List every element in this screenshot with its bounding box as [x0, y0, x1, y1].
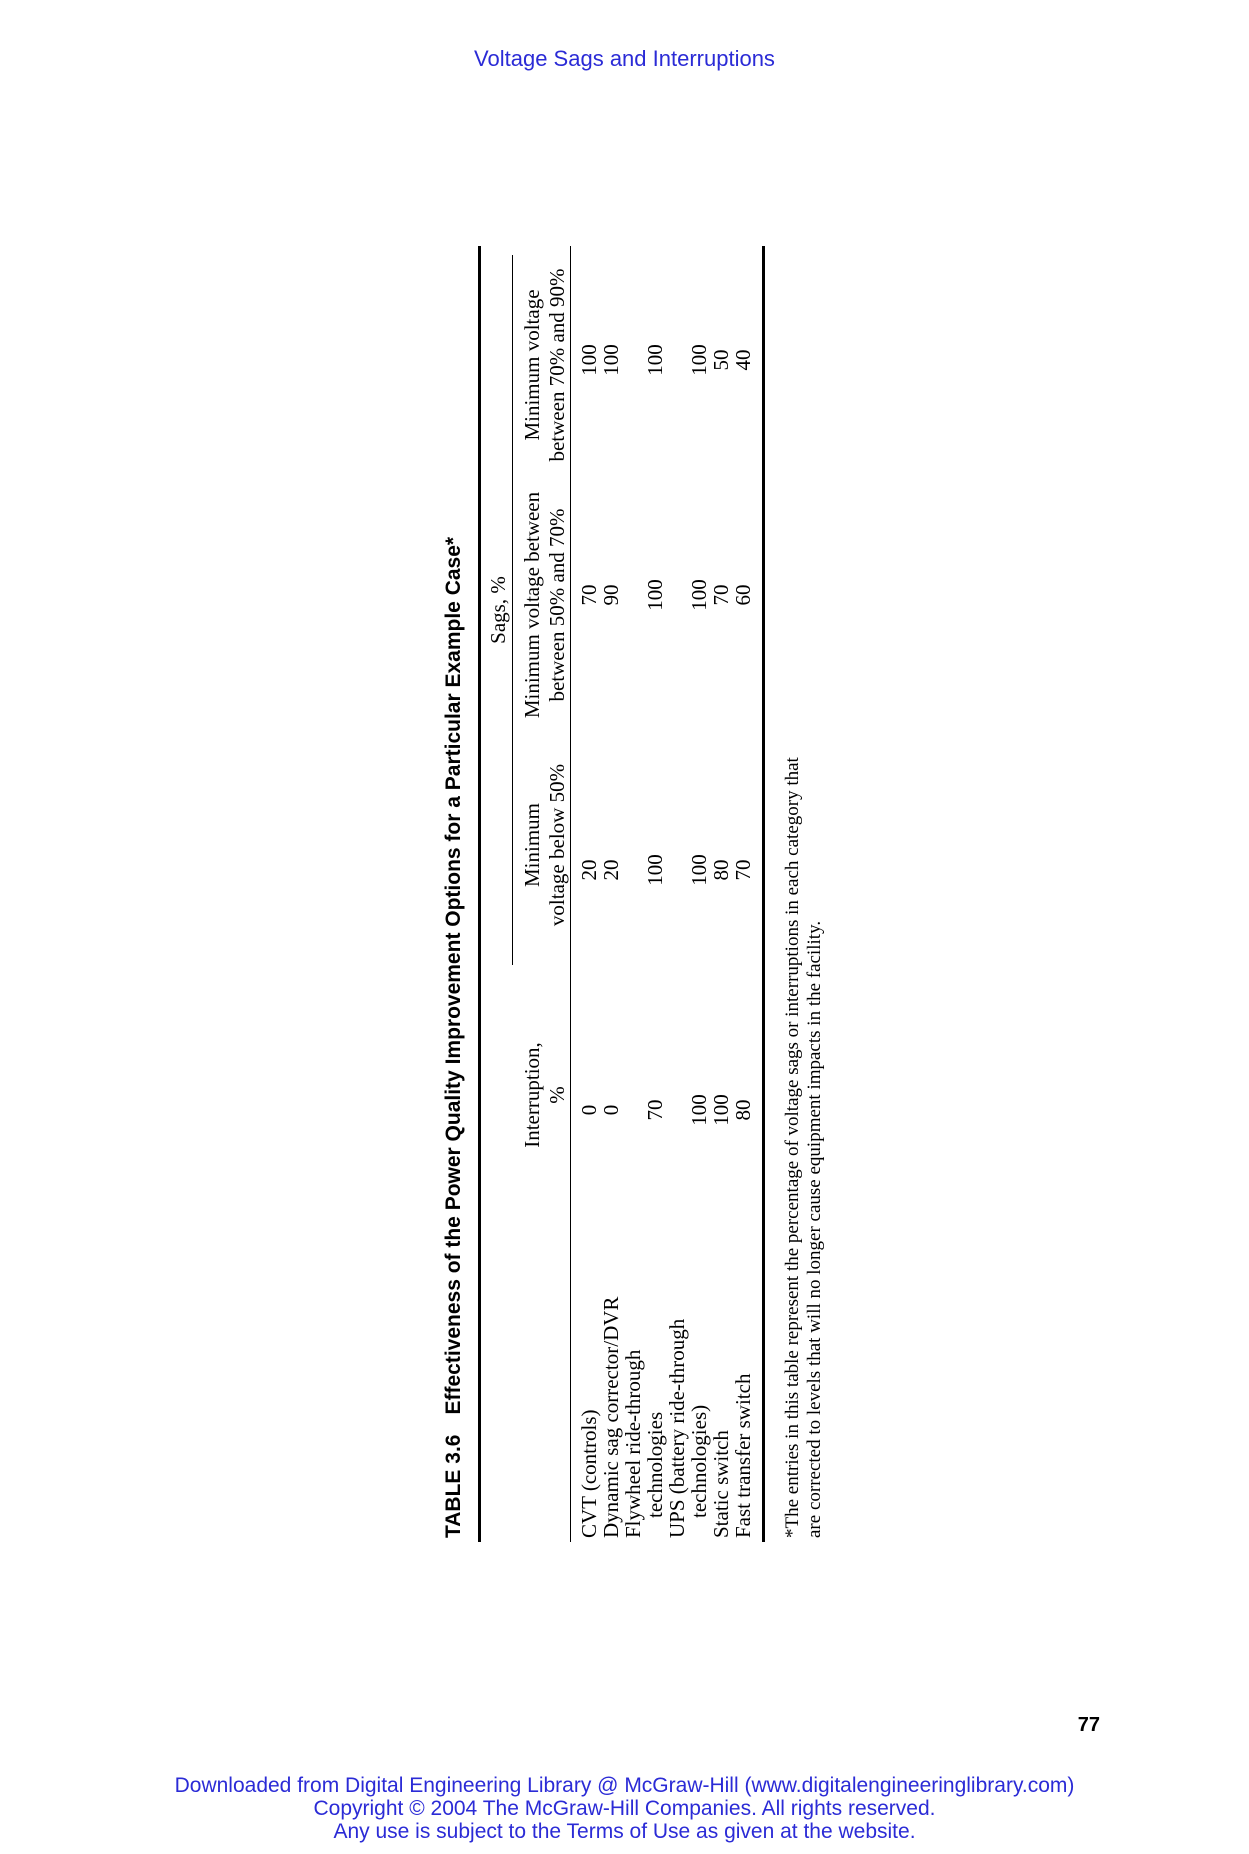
cell-50-70: 90 [599, 584, 623, 606]
download-notice [0, 1774, 1249, 1843]
cell-interruption: 100 [687, 1094, 711, 1126]
cell-70-90: 100 [599, 344, 623, 376]
cell-below-50: 70 [731, 859, 755, 881]
cell-below-50: 100 [687, 854, 711, 886]
running-head: Voltage Sags and Interruptions [474, 46, 775, 71]
table-footnote: *The entries in this table represent the percentage of voltage sags or interruptions in each category that are corrected to levels that will no longer cause equipment impacts in the facility. [782, 757, 825, 1538]
header-below-50: Minimum voltage below 50% [520, 763, 569, 927]
group-span-rule [512, 255, 513, 965]
table-row-label: Flywheel ride-through [621, 1349, 645, 1538]
cell-interruption: 70 [643, 1099, 667, 1121]
rotated-table [442, 250, 882, 1550]
table-row-label: Dynamic sag corrector/DVR [599, 1296, 623, 1538]
header-70-90: Minimum voltage between 70% and 90% [520, 268, 569, 462]
cell-interruption: 0 [577, 1104, 601, 1116]
cell-50-70: 100 [687, 579, 711, 611]
cell-50-70: 70 [709, 584, 733, 606]
header-rule [570, 246, 571, 1542]
table-caption [442, 537, 466, 1538]
download-notice-line: Copyright © 2004 The McGraw-Hill Companies. All rights reserved. [313, 1797, 936, 1820]
cell-50-70: 100 [643, 579, 667, 611]
cell-70-90: 50 [709, 349, 733, 371]
header-interruption: Interruption, % [520, 1042, 569, 1148]
cell-interruption: 100 [709, 1094, 733, 1126]
top-rule [478, 246, 481, 1542]
table-title: Effectiveness of the Power Quality Improvement Options for a Particular Example Case* [442, 536, 465, 1415]
cell-below-50: 80 [709, 859, 733, 881]
table-row-label: Fast transfer switch [731, 1373, 755, 1538]
bottom-rule [762, 246, 765, 1542]
table-row-label: CVT (controls) [577, 1409, 601, 1538]
cell-50-70: 70 [577, 584, 601, 606]
table-row-label: Static switch [709, 1430, 733, 1538]
download-notice-line: Any use is subject to the Terms of Use as given at the website. [333, 1820, 916, 1843]
cell-below-50: 20 [577, 859, 601, 881]
cell-70-90: 100 [687, 344, 711, 376]
table-row-label-cont: technologies) [687, 1404, 711, 1518]
page-number: 77 [1077, 1714, 1100, 1736]
cell-interruption: 0 [599, 1104, 623, 1116]
cell-below-50: 20 [599, 859, 623, 881]
cell-below-50: 100 [643, 854, 667, 886]
table-row-label: UPS (battery ride-through [665, 1318, 689, 1538]
table-row-label-cont: technologies [643, 1411, 667, 1518]
header-50-70: Minimum voltage between between 50% and 70% [520, 491, 569, 719]
cell-70-90: 100 [577, 344, 601, 376]
download-notice-line: Downloaded from Digital Engineering Library @ McGraw-Hill (www.digitalengineeringlibrary.com) [174, 1774, 1075, 1797]
sags-group-header: Sags, % [486, 576, 510, 644]
cell-70-90: 100 [643, 344, 667, 376]
cell-50-70: 60 [731, 584, 755, 606]
cell-70-90: 40 [731, 349, 755, 371]
cell-interruption: 80 [731, 1099, 755, 1121]
table-number: TABLE 3.6 [442, 1434, 465, 1538]
